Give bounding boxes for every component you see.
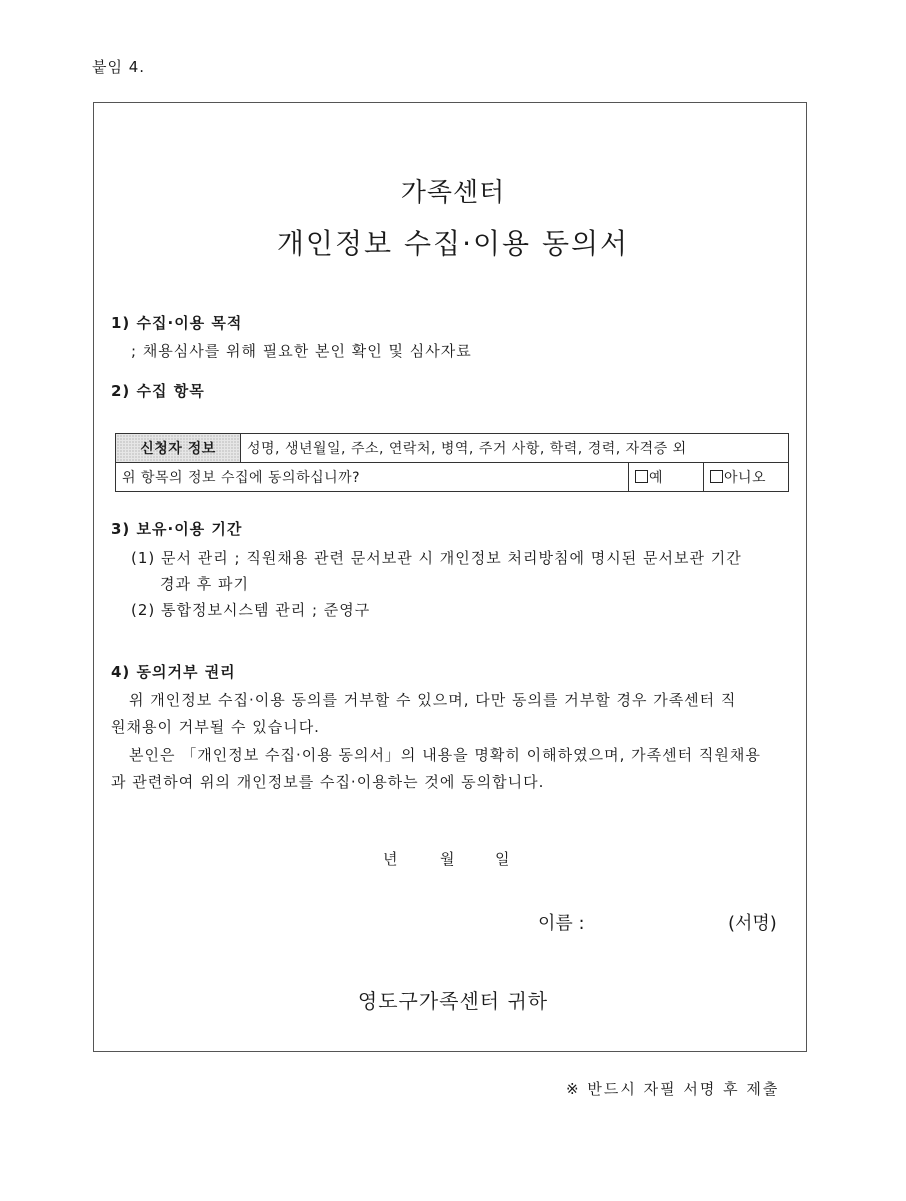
form-title: 개인정보 수집·이용 동의서 bbox=[276, 227, 630, 260]
addressee: 영도구가족센터 귀하 bbox=[357, 989, 549, 1013]
yes-label: 예 bbox=[649, 470, 664, 486]
no-checkbox[interactable] bbox=[710, 470, 723, 483]
section3-item1-line2: 경과 후 파기 bbox=[160, 575, 249, 593]
consent-question: 위 항목의 정보 수집에 동의하십니까? bbox=[116, 463, 629, 492]
date-day: 일 bbox=[495, 850, 510, 868]
section4-p1-line2: 원채용이 거부될 수 있습니다. bbox=[111, 718, 320, 736]
table-row bbox=[116, 434, 789, 463]
applicant-info-label: 신청자 정보 bbox=[116, 434, 241, 463]
section3-heading: 3) 보유·이용 기간 bbox=[111, 520, 243, 538]
no-label: 아니오 bbox=[724, 470, 767, 486]
table-row bbox=[116, 463, 789, 492]
section1-body: ; 채용심사를 위해 필요한 본인 확인 및 심사자료 bbox=[131, 342, 472, 360]
signature-label: (서명) bbox=[728, 913, 777, 934]
consent-yes-option[interactable] bbox=[629, 463, 704, 492]
attachment-label: 붙임 4. bbox=[92, 58, 146, 76]
date-year: 년 bbox=[383, 850, 398, 868]
footnote: ※ 반드시 자필 서명 후 제출 bbox=[566, 1080, 780, 1098]
consent-no-option[interactable] bbox=[704, 463, 789, 492]
section1-heading: 1) 수집·이용 목적 bbox=[111, 314, 243, 332]
collection-items-table bbox=[115, 433, 789, 492]
date-month: 월 bbox=[440, 850, 455, 868]
yes-checkbox[interactable] bbox=[635, 470, 648, 483]
section3-item1-line1: (1) 문서 관리 ; 직원채용 관련 문서보관 시 개인정보 처리방침에 명시된 문서보관 기간 bbox=[131, 549, 742, 567]
section4-p2-line1: 본인은 「개인정보 수집·이용 동의서」의 내용을 명확히 이해하였으며, 가족센터 직원채용 bbox=[129, 746, 761, 764]
section4-p2-line2: 과 관련하여 위의 개인정보를 수집·이용하는 것에 동의합니다. bbox=[111, 773, 545, 791]
collected-items: 성명, 생년월일, 주소, 연락처, 병역, 주거 사항, 학력, 경력, 자격증 외 bbox=[241, 434, 789, 463]
section4-p1-line1: 위 개인정보 수집·이용 동의를 거부할 수 있으며, 다만 동의를 거부할 경우 가족센터 직 bbox=[129, 691, 737, 709]
org-title: 가족센터 bbox=[400, 178, 506, 208]
section2-heading: 2) 수집 항목 bbox=[111, 382, 205, 400]
section4-heading: 4) 동의거부 권리 bbox=[111, 663, 236, 681]
section3-item2: (2) 통합정보시스템 관리 ; 준영구 bbox=[131, 601, 371, 619]
name-label: 이름 : bbox=[538, 913, 585, 934]
